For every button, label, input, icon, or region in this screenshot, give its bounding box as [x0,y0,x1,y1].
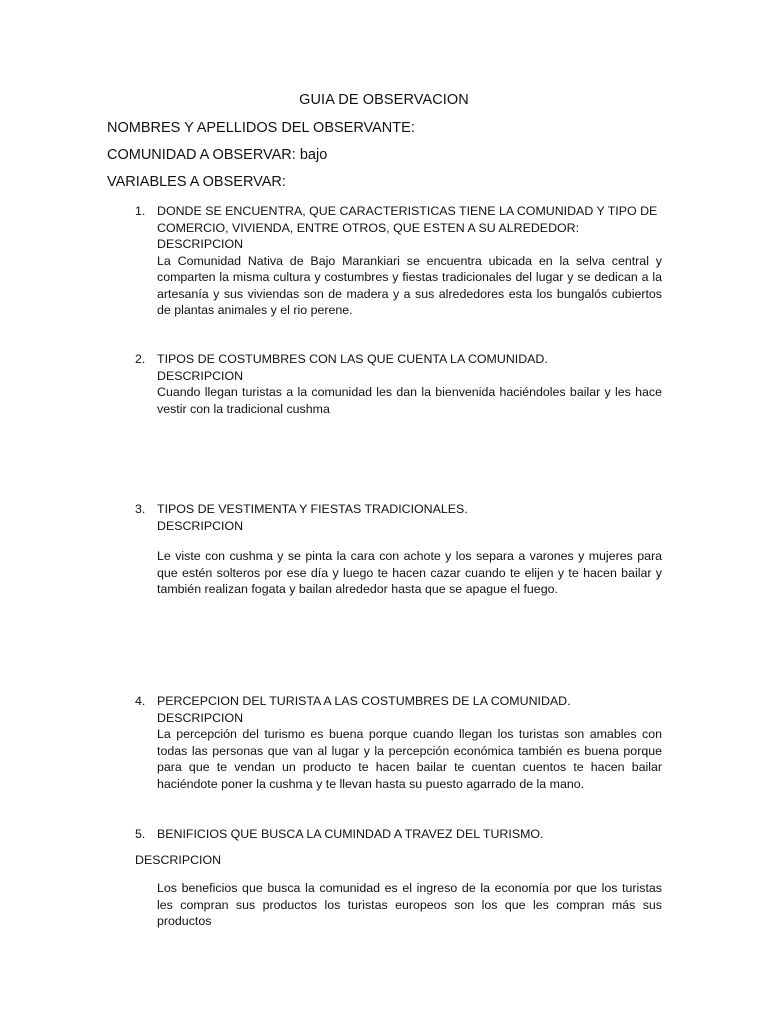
item-number: 4. [135,694,146,708]
item-heading: TIPOS DE VESTIMENTA Y FIESTAS TRADICIONALES. [157,502,468,516]
item-heading: DONDE SE ENCUENTRA, QUE CARACTERISTICAS TIENE LA COMUNIDAD Y TIPO DE COMERCIO, VIVIENDA, ENTRE OTROS, QUE ESTEN A SU ALREDEDOR: [157,204,658,235]
list-item [135,826,662,843]
list-item [135,501,662,598]
description-label: DESCRIPCION [135,853,222,867]
item-heading: TIPOS DE COSTUMBRES CON LAS QUE CUENTA LA COMUNIDAD. [157,352,548,366]
item-number: 1. [135,204,146,218]
description-text: La percepción del turismo es buena porque cuando llegan los turistas son amables con todas las personas que van al lugar y la percepción económica también es buena porque para que te vendan un producto te hacen bailar te cuentan cuentos te hacen bailar haciéndote poner la cushma y te llevan hasta su puesto agarrado de la mano. [157,727,662,791]
description-label: DESCRIPCION [157,368,244,383]
item-heading: PERCEPCION DEL TURISTA A LAS COSTUMBRES DE LA COMUNIDAD. [157,694,571,708]
community-field: COMUNIDAD A OBSERVAR: bajo [107,147,328,163]
observer-field: NOMBRES Y APELLIDOS DEL OBSERVANTE: [107,120,415,136]
description-text: Le viste con cushma y se pinta la cara con achote y los separa a varones y mujeres para que estén solteros por ese día y luego te hacen cazar cuando te elijen y te hacen bailar y también realizan fogata y bailan alrededor hasta que se apague el fuego. [157,549,662,596]
item-number: 3. [135,502,146,516]
description-text: Los beneficios que busca la comunidad es el ingreso de la economía por que los turistas les compran sus productos los turistas europeos son los que les compran más sus productos [157,881,662,928]
description-text: La Comunidad Nativa de Bajo Marankiari se encuentra ubicada en la selva central y comparten la misma cultura y costumbres y fiestas tradicionales del lugar y se dedican a la artesanía y sus viviendas son de madera y a sus alrededores esta los bungalós cubiertos de plantas animales y el rio perene. [157,253,662,317]
item-heading: BENIFICIOS QUE BUSCA LA CUMINDAD A TRAVEZ DEL TURISMO. [157,827,544,841]
list-item [135,693,662,792]
item-number: 5. [135,827,146,841]
description-text: Cuando llegan turistas a la comunidad les dan la bienvenida haciéndoles bailar y les hace vestir con la tradicional cushma [157,385,662,416]
list-item [135,203,662,319]
document-title: GUIA DE OBSERVACION [299,92,469,108]
description-label: DESCRIPCION [157,237,244,251]
item-number: 2. [135,352,146,366]
variables-heading: VARIABLES A OBSERVAR: [107,174,286,190]
list-item [135,351,662,417]
description-label: DESCRIPCION [157,710,244,725]
description-label: DESCRIPCION [157,518,244,533]
